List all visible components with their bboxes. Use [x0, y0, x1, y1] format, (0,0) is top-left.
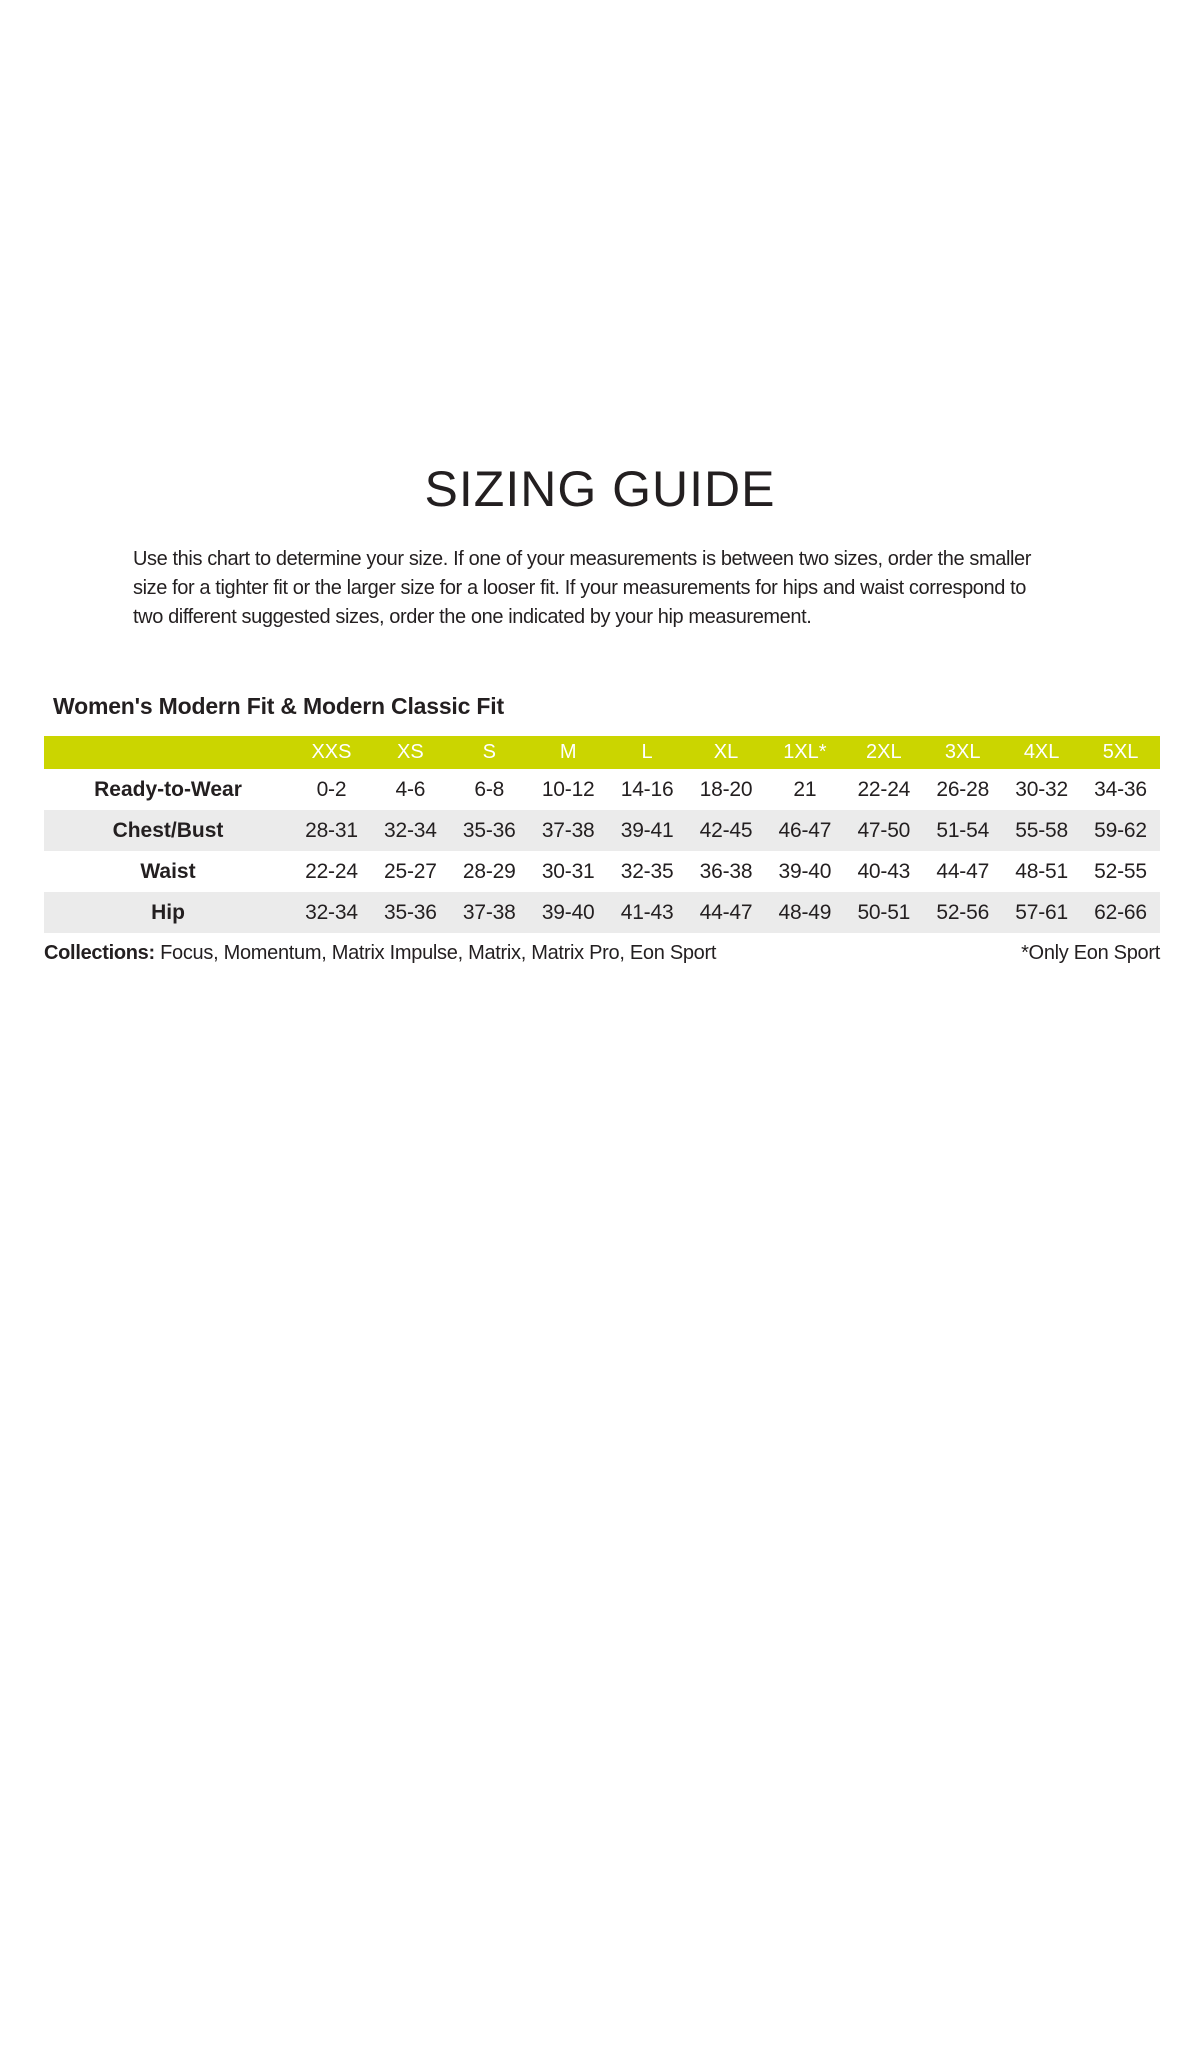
- size-value-cell: 47-50: [857, 818, 911, 842]
- size-value-cell: 32-34: [305, 900, 358, 924]
- intro-line: two different suggested sizes, order the one indicated by your hip measurement.: [133, 606, 812, 628]
- table-body: [44, 769, 1160, 933]
- size-value-cell: 40-43: [857, 859, 911, 883]
- size-value-cell: 28-29: [462, 859, 516, 883]
- size-value-cell: 57-61: [1015, 900, 1068, 924]
- size-value-cell: 10-12: [541, 777, 595, 801]
- table-header: [44, 736, 1160, 769]
- collections-list: Focus, Momentum, Matrix Impulse, Matrix, Matrix Pro, Eon Sport: [154, 942, 717, 964]
- size-value-cell: 26-28: [936, 777, 990, 801]
- row-label: Hip: [151, 900, 185, 924]
- size-column-header: S: [450, 736, 529, 769]
- row-label: Ready-to-Wear: [94, 777, 242, 801]
- size-value-cell: 42-45: [699, 818, 753, 842]
- size-column-header-empty: [44, 736, 292, 769]
- table-row: [44, 769, 1160, 810]
- page-title: SIZING GUIDE: [424, 461, 776, 517]
- size-value-cell: 39-41: [620, 818, 674, 842]
- intro-line: Use this chart to determine your size. If one of your measurements is between two sizes, order the smaller: [133, 548, 1032, 570]
- size-value-cell: 52-56: [936, 900, 990, 924]
- asterisk-note: *Only Eon Sport: [1021, 942, 1160, 964]
- section-heading-womens-modern-fit: Women's Modern Fit & Modern Classic Fit: [53, 693, 504, 719]
- size-value-cell: 32-34: [384, 818, 437, 842]
- size-column-header: 3XL: [923, 736, 1002, 769]
- collections-text: [44, 940, 716, 966]
- size-column-header: 2XL: [844, 736, 923, 769]
- size-value-cell: 41-43: [620, 900, 674, 924]
- table-row: [44, 851, 1160, 892]
- size-value-cell: 35-36: [384, 900, 437, 924]
- size-value-cell: 50-51: [857, 900, 911, 924]
- row-label: Waist: [140, 859, 196, 883]
- size-column-header: XXS: [292, 736, 371, 769]
- table-row: [44, 892, 1160, 933]
- sizing-table: [44, 736, 1160, 933]
- size-value-cell: 48-51: [1015, 859, 1068, 883]
- size-value-cell: 44-47: [936, 859, 990, 883]
- size-value-cell: 39-40: [778, 859, 832, 883]
- size-value-cell: 36-38: [699, 859, 753, 883]
- size-column-header: 4XL: [1002, 736, 1081, 769]
- size-value-cell: 0-2: [316, 777, 347, 801]
- size-value-cell: 44-47: [699, 900, 753, 924]
- intro-paragraph: [133, 545, 1200, 632]
- size-value-cell: 55-58: [1015, 818, 1068, 842]
- size-value-cell: 14-16: [620, 777, 674, 801]
- collections-footer: [44, 940, 1160, 966]
- size-value-cell: 48-49: [778, 900, 832, 924]
- size-column-header: XS: [371, 736, 450, 769]
- table-row: [44, 810, 1160, 851]
- size-value-cell: 32-35: [620, 859, 674, 883]
- size-value-cell: 22-24: [305, 859, 358, 883]
- size-value-cell: 59-62: [1094, 818, 1147, 842]
- size-value-cell: 21: [793, 777, 817, 801]
- size-column-header: L: [608, 736, 687, 769]
- size-value-cell: 22-24: [857, 777, 911, 801]
- sizing-guide-page: [0, 462, 1200, 2062]
- collections-label: Collections:: [44, 942, 155, 964]
- size-value-cell: 30-32: [1015, 777, 1068, 801]
- size-value-cell: 37-38: [541, 818, 595, 842]
- size-column-header: 5XL: [1081, 736, 1160, 769]
- size-value-cell: 37-38: [462, 900, 516, 924]
- size-value-cell: 18-20: [699, 777, 753, 801]
- size-value-cell: 51-54: [936, 818, 990, 842]
- size-value-cell: 34-36: [1094, 777, 1147, 801]
- size-table-head-row: [44, 736, 1160, 769]
- row-label: Chest/Bust: [112, 818, 224, 842]
- size-value-cell: 28-31: [305, 818, 358, 842]
- size-value-cell: 6-8: [474, 777, 505, 801]
- size-column-header: XL: [687, 736, 766, 769]
- size-value-cell: 52-55: [1094, 859, 1147, 883]
- size-value-cell: 62-66: [1094, 900, 1147, 924]
- size-value-cell: 46-47: [778, 818, 832, 842]
- size-value-cell: 25-27: [384, 859, 437, 883]
- size-value-cell: 39-40: [541, 900, 595, 924]
- size-column-header: M: [529, 736, 608, 769]
- size-value-cell: 35-36: [462, 818, 516, 842]
- size-value-cell: 4-6: [395, 777, 426, 801]
- size-column-header: 1XL*: [765, 736, 844, 769]
- intro-line: size for a tighter fit or the larger size for a looser fit. If your measurements for hips and waist correspond to: [133, 577, 1026, 599]
- size-value-cell: 30-31: [541, 859, 595, 883]
